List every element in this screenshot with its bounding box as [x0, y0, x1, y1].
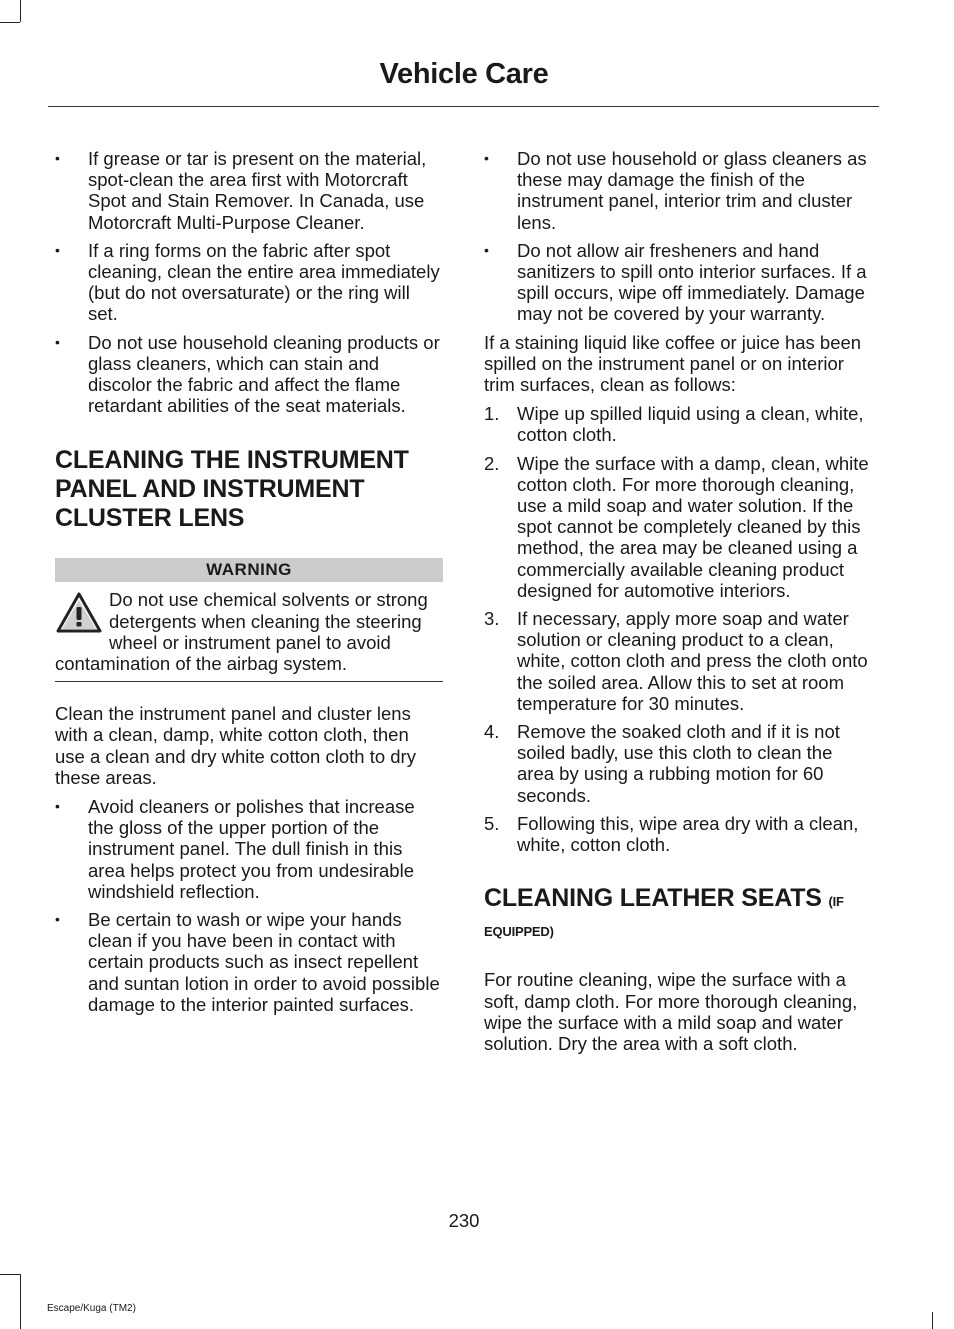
- header-rule: [48, 106, 879, 107]
- page-header-title: Vehicle Care: [379, 58, 549, 90]
- section-heading: CLEANING THE INSTRUMENT PANEL AND INSTRUMENT CLUSTER LENS: [55, 446, 409, 533]
- section-heading: CLEANING LEATHER SEATS (IF EQUIPPED): [484, 884, 844, 940]
- list-item: • Do not use household or glass cleaners as these may damage the finish of the instrument panel, interior trim and cluster lens.: [484, 148, 867, 233]
- list-item: • Be certain to wash or wipe your hands clean if you have been in contact with certain products such as insect repellent and suntan lotion in order to avoid possible damage to the interior painted surfaces.: [55, 909, 440, 1015]
- footer-model: Escape/Kuga (TM2): [47, 1303, 136, 1314]
- list-item: • If a ring forms on the fabric after spot cleaning, clean the entire area immediately (but do not oversaturate) or the ring will set.: [55, 239, 440, 325]
- list-item: 1. Wipe up spilled liquid using a clean, white, cotton cloth.: [484, 403, 864, 446]
- bullet-icon: •: [484, 150, 489, 166]
- list-item: • Do not use household cleaning products or glass cleaners, which can stain and discolor the fabric and affect the flame retardant abilities of the seat materials.: [55, 331, 440, 417]
- page-number: 230: [448, 1210, 480, 1231]
- list-item: • If grease or tar is present on the material, spot-clean the area first with Motorcraft Spot and Stain Remover. In Canada, use Motorcraft Multi-Purpose Cleaner.: [55, 148, 427, 233]
- step-number: 3.: [484, 608, 500, 630]
- bullet-icon: •: [484, 241, 489, 258]
- bullet-icon: •: [55, 333, 60, 350]
- step-number: 2.: [484, 452, 500, 474]
- body-paragraph: For routine cleaning, wipe the surface with a soft, damp cloth. For more thorough cleaning, wipe the surface with a mild soap and water solution. Dry the area with a soft cloth.: [484, 969, 858, 1054]
- list-item: 2. Wipe the surface with a damp, clean, white cotton cloth. For more thorough cleaning, use a mild soap and water solution. If the spot cannot be completely cleaned by this method, the area may be cleaned using a commercially available cleaning product designed for automotive interiors.: [484, 452, 869, 601]
- crop-mark: [0, 1274, 20, 1275]
- right-column: [484, 148, 873, 1062]
- section-qualifier: (IF EQUIPPED): [484, 894, 844, 940]
- crop-mark: [932, 1312, 933, 1329]
- list-item: 5. Following this, wipe area dry with a clean, white, cotton cloth.: [484, 812, 859, 856]
- crop-mark: [0, 22, 20, 23]
- crop-mark: [20, 0, 21, 22]
- crop-mark: [20, 1274, 21, 1329]
- list-item: • Avoid cleaners or polishes that increase the gloss of the upper portion of the instrument panel. The dull finish in this area helps protect you from undesirable windshield reflection.: [55, 796, 415, 902]
- numbered-list: [484, 403, 873, 855]
- bullet-icon: •: [55, 911, 60, 928]
- warning-box: [55, 589, 443, 682]
- step-number: 1.: [484, 403, 500, 425]
- warning-label: WARNING: [55, 558, 443, 582]
- list-item: 3. If necessary, apply more soap and water solution or cleaning product to a clean, white, cotton cloth and press the cloth onto the soiled area. Allow this to set at room temperature for 30 minutes.: [484, 608, 868, 714]
- list-item: 4. Remove the soaked cloth and if it is not soiled badly, use this cloth to clean the area by using a rubbing motion for 60 seconds.: [484, 721, 840, 806]
- step-number: 5.: [484, 812, 500, 834]
- warning-triangle-icon: [55, 591, 103, 635]
- list-item: • Do not allow air fresheners and hand sanitizers to spill onto interior surfaces. If a spill occurs, wipe off immediately. Damage may not be covered by your warranty.: [484, 239, 867, 325]
- body-paragraph: Clean the instrument panel and cluster lens with a clean, damp, white cotton cloth, then use a clean and dry white cotton cloth to dry these areas.: [55, 703, 416, 788]
- bullet-list: [55, 796, 443, 1015]
- left-column: [55, 148, 443, 1022]
- bullet-list: [55, 148, 443, 416]
- bullet-icon: •: [55, 241, 60, 258]
- step-number: 4.: [484, 721, 500, 743]
- bullet-icon: •: [55, 798, 60, 815]
- body-paragraph: If a staining liquid like coffee or juice has been spilled on the instrument panel or on interior trim surfaces, clean as follows:: [484, 331, 862, 396]
- bullet-list: [484, 148, 873, 325]
- warning-text: Do not use chemical solvents or strong detergents when cleaning the steering wheel or instrument panel to avoid contamination of the airbag system.: [55, 589, 428, 675]
- bullet-icon: •: [55, 150, 60, 166]
